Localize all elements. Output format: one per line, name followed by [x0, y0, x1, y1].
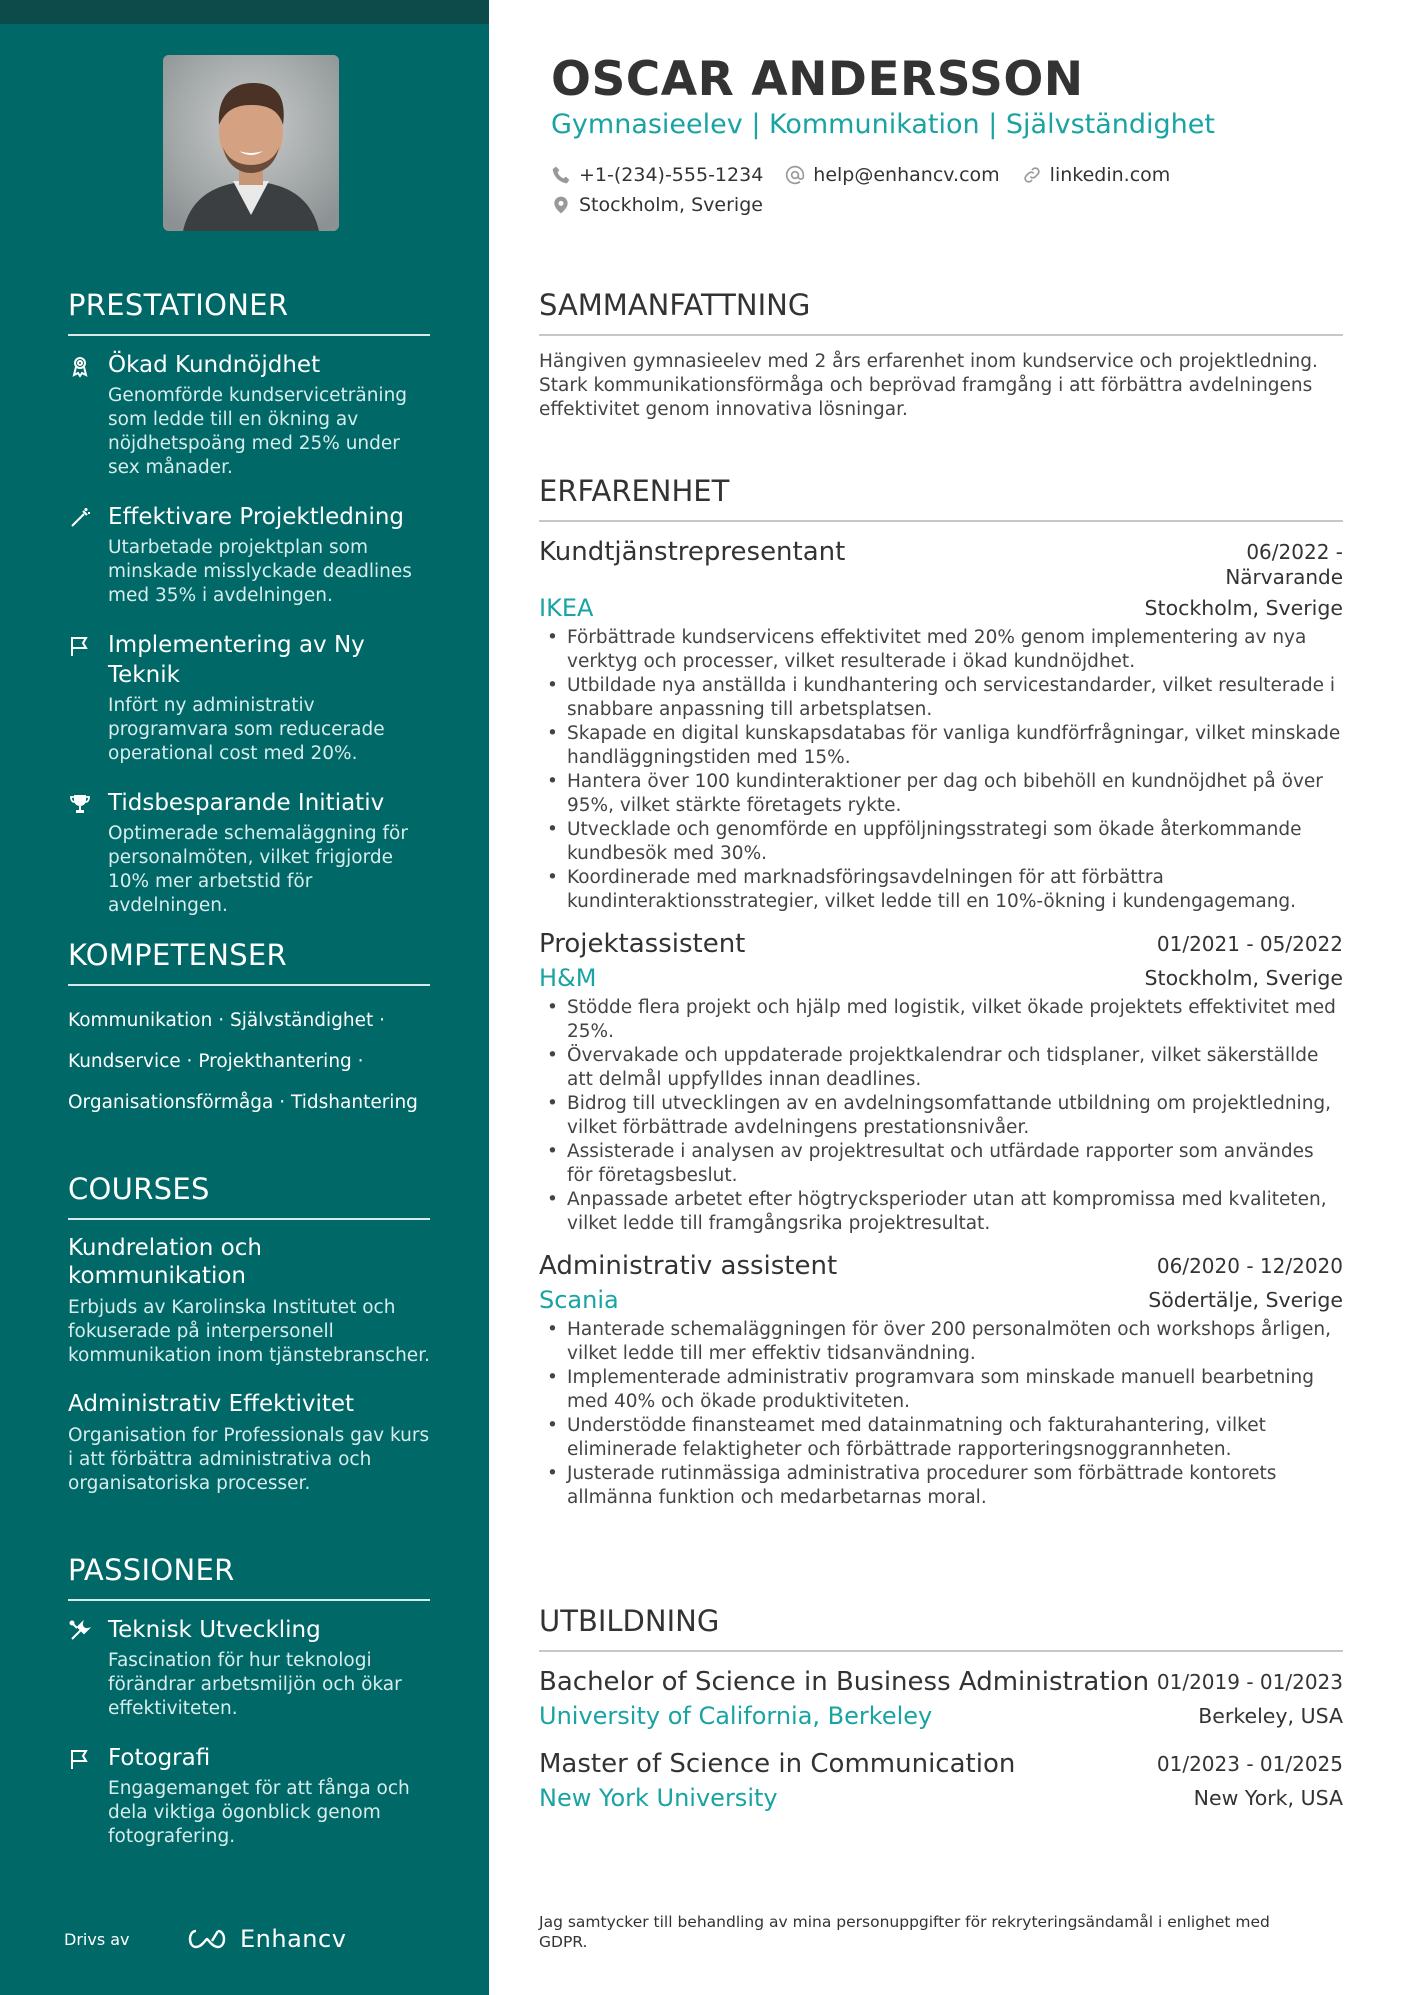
location-text: Stockholm, Sverige: [579, 194, 763, 216]
link-icon: [1022, 165, 1042, 185]
linkedin-item[interactable]: [1022, 164, 1171, 186]
job-location: Stockholm, Sverige: [1144, 596, 1343, 620]
skills-line: Organisationsförmåga · Tidshantering: [68, 1092, 418, 1113]
bullet-item: • Implementerade administrativ programvara som minskade manuell bearbetning med 40% och ökade produktiviteten.: [539, 1366, 1343, 1414]
job-entry: [539, 536, 1343, 914]
bullet-item: • Understödde finansteamet med datainmatning och fakturahantering, vilket eliminerade felaktigheter och förbättrade rapporteringsnoggrannheten.: [539, 1414, 1343, 1462]
passion-item: [68, 1743, 430, 1849]
achievement-desc: Utarbetade projektplan som minskade misslyckade deadlines med 35% i avdelningen.: [108, 537, 412, 606]
bullet-item: • Justerade rutinmässiga administrativa procedurer som förbättrade kontorets allmänna funktion och medarbetarnas moral.: [539, 1462, 1343, 1510]
location-pin-icon: [551, 195, 571, 215]
skills-title: KOMPETENSER: [68, 938, 430, 986]
achievement-desc: Optimerade schemaläggning för personalmöten, vilket frigjorde 10% mer arbetstid för avdelningen.: [108, 823, 408, 916]
course-desc: Erbjuds av Karolinska Institutet och fokuserade på interpersonell kommunikation inom tjänstebranscher.: [68, 1297, 430, 1366]
bullet-item: • Hantera över 100 kundinteraktioner per dag och bibehöll en kundnöjdhet på över 95%, vilket stärkte företagets rykte.: [539, 770, 1343, 818]
achievement-item: [68, 350, 430, 480]
course-title: Kundrelation och kommunikation: [68, 1235, 262, 1289]
degree-title: Bachelor of Science in Business Administration: [539, 1667, 1150, 1697]
skills-section: [68, 938, 430, 1123]
experience-title: ERFARENHET: [539, 474, 1343, 522]
course-title: Administrativ Effektivitet: [68, 1391, 355, 1417]
achievement-item: [68, 788, 430, 918]
education-location: New York, USA: [1193, 1786, 1343, 1810]
education-section: [539, 1604, 1343, 1830]
sidebar: [0, 0, 489, 1995]
summary-text: Hängiven gymnasieelev med 2 års erfarenhet inom kundservice och projektledning. Stark kommunikationsförmåga och beprövad framgång i att förbättra avdelningens effektivitet genom innovativa lösningar.: [539, 351, 1318, 420]
education-date: 01/2023 - 01/2025: [1156, 1752, 1343, 1776]
candidate-name: OSCAR ANDERSSON: [551, 52, 1084, 107]
degree-title: Master of Science in Communication: [539, 1749, 1016, 1779]
infinity-logo-icon: [184, 1927, 230, 1951]
skills-line: Kommunikation · Självständighet ·: [68, 1010, 385, 1031]
bullet-item: • Förbättrade kundservicens effektivitet med 20% genom implementering av nya verktyg och processer, vilket resulterade i ökad kundnöjdhet.: [539, 626, 1343, 674]
education-entry: [539, 1666, 1343, 1730]
bullet-item: • Koordinerade med marknadsföringsavdelningen för att förbättra kundinteraktionsstrategier, vilket ledde till en 10%-ökning i kundengagemang.: [539, 866, 1343, 914]
enhancv-logo[interactable]: [184, 1925, 346, 1953]
company-name: IKEA: [539, 594, 594, 622]
linkedin-text: linkedin.com: [1049, 164, 1171, 186]
headline: Gymnasieelev | Kommunikation | Självständighet: [551, 109, 1215, 140]
bullet-item: • Utvecklade och genomförde en uppföljningsstrategi som ökade återkommande kundbesök med 30%.: [539, 818, 1343, 866]
phone-text: +1-(234)-555-1234: [579, 164, 764, 186]
bullet-item: • Utbildade nya anställda i kundhantering och servicestandarder, vilket resulterade i snabbare anpassning till arbetsplatsen.: [539, 674, 1343, 722]
job-bullets: [539, 996, 1343, 1236]
skills-line: Kundservice · Projekthantering ·: [68, 1051, 364, 1072]
trophy-icon: [68, 792, 92, 816]
education-date: 01/2019 - 01/2023: [1156, 1670, 1343, 1694]
job-entry: [539, 928, 1343, 1236]
sidebar-top-bar: [0, 0, 489, 24]
bullet-item: • Skapade en digital kunskapsdatabas för vanliga kundförfrågningar, vilket minskade handläggningstiden med 15%.: [539, 722, 1343, 770]
courses-section: [68, 1172, 430, 1518]
education-title: UTBILDNING: [539, 1604, 1343, 1652]
bullet-item: • Anpassade arbetet efter högtrycksperioder utan att kompromissa med kvaliteten, vilket ledde till framgångsrika projektresultat.: [539, 1188, 1343, 1236]
achievement-desc: Infört ny administrativ programvara som reducerade operational cost med 20%.: [108, 695, 385, 764]
bullet-item: • Assisterade i analysen av projektresultat och utfärdade rapporter som användes för företagsbeslut.: [539, 1140, 1343, 1188]
experience-section: [539, 474, 1343, 1524]
email-text: help@enhancv.com: [813, 164, 1000, 186]
job-date: 01/2021 - 05/2022: [1156, 932, 1343, 956]
achievement-desc: Genomförde kundserviceträning som ledde till en ökning av nöjdhetspoäng med 25% under sex månader.: [108, 385, 408, 478]
job-title: Projektassistent: [539, 929, 746, 959]
company-name: Scania: [539, 1286, 619, 1314]
school-name: University of California, Berkeley: [539, 1702, 933, 1730]
bullet-item: • Hanterade schemaläggningen för över 200 personalmöten och workshops årligen, vilket ledde till mer effektiv tidsanvändning.: [539, 1318, 1343, 1366]
job-location: Södertälje, Sverige: [1148, 1288, 1343, 1312]
company-name: H&M: [539, 964, 597, 992]
achievement-title: Implementering av Ny Teknik: [108, 632, 365, 688]
tools-icon: [68, 1619, 92, 1643]
brand-name: Enhancv: [240, 1925, 347, 1953]
job-date: 06/2022 - Närvarande: [1225, 540, 1343, 589]
bullet-item: • Stödde flera projekt och hjälp med logistik, vilket ökade projektets effektivitet med 25%.: [539, 996, 1343, 1044]
location-item: [551, 194, 763, 216]
summary-title: SAMMANFATTNING: [539, 288, 1343, 336]
achievement-title: Ökad Kundnöjdhet: [108, 352, 321, 378]
job-title: Administrativ assistent: [539, 1251, 838, 1281]
passion-title: Teknisk Utveckling: [108, 1617, 321, 1643]
course-item: [68, 1390, 430, 1496]
passion-item: [68, 1615, 430, 1721]
passion-title: Fotografi: [108, 1745, 211, 1771]
passion-desc: Fascination för hur teknologi förändrar arbetsmiljön och ökar effektiviteten.: [108, 1650, 402, 1719]
education-entry: [539, 1748, 1343, 1812]
email-item[interactable]: [785, 164, 999, 186]
contact-info: [551, 160, 1170, 220]
at-icon: [785, 165, 805, 185]
achievements-title: PRESTATIONER: [68, 288, 430, 336]
magic-wand-icon: [68, 506, 92, 530]
phone-item[interactable]: [551, 164, 763, 186]
job-bullets: [539, 626, 1343, 914]
achievement-title: Tidsbesparande Initiativ: [108, 790, 385, 816]
achievement-item: [68, 630, 430, 766]
job-date: 06/2020 - 12/2020: [1156, 1254, 1343, 1278]
skills-list: [68, 1000, 430, 1123]
gdpr-consent: Jag samtycker till behandling av mina personuppgifter för rekryteringsändamål i enlighet med GDPR.: [539, 1913, 1270, 1951]
passions-section: [68, 1553, 430, 1871]
courses-title: COURSES: [68, 1172, 430, 1220]
school-name: New York University: [539, 1784, 778, 1812]
education-location: Berkeley, USA: [1198, 1704, 1343, 1728]
job-bullets: [539, 1318, 1343, 1510]
award-icon: [68, 354, 92, 378]
achievement-item: [68, 502, 430, 608]
flag-icon: [68, 634, 92, 658]
job-entry: [539, 1250, 1343, 1510]
phone-icon: [551, 165, 571, 185]
achievements-section: [68, 288, 430, 940]
course-desc: Organisation for Professionals gav kurs i att förbättra administrativa och organisatoriska processer.: [68, 1425, 430, 1494]
passion-desc: Engagemanget för att fånga och dela viktiga ögonblick genom fotografering.: [108, 1778, 410, 1847]
job-location: Stockholm, Sverige: [1144, 966, 1343, 990]
passions-title: PASSIONER: [68, 1553, 430, 1601]
profile-photo: [163, 55, 339, 231]
flag-icon: [68, 1747, 92, 1771]
summary-section: [539, 288, 1343, 422]
bullet-item: • Bidrog till utvecklingen av en avdelningsomfattande utbildning om projektledning, vilket förbättrade avdelningens prestationsnivåer.: [539, 1092, 1343, 1140]
course-item: [68, 1234, 430, 1368]
job-title: Kundtjänstrepresentant: [539, 537, 846, 567]
powered-by-label: Drivs av: [64, 1930, 130, 1949]
achievement-title: Effektivare Projektledning: [108, 504, 405, 530]
bullet-item: • Övervakade och uppdaterade projektkalendrar och tidsplaner, vilket säkerställde att delmål uppfylldes innan deadlines.: [539, 1044, 1343, 1092]
